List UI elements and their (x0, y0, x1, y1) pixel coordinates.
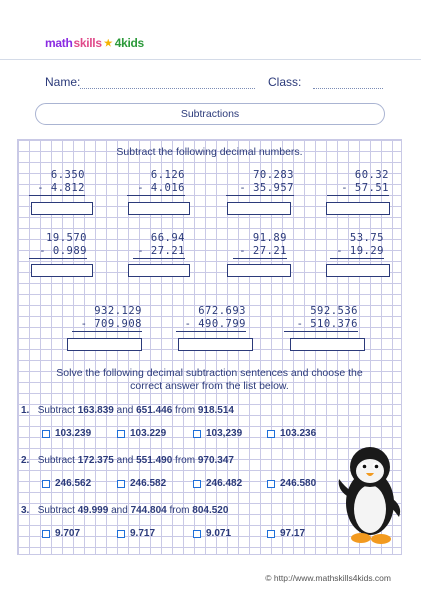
problem-bottom: - 4.016 (127, 182, 185, 196)
value-c: 970.347 (197, 455, 234, 466)
logo-text-math: math (45, 36, 73, 50)
question-number: 1. (21, 405, 30, 416)
question-3 (21, 505, 228, 516)
answer-box-5[interactable] (31, 264, 93, 277)
q3-option-3[interactable] (193, 528, 231, 539)
problem-11 (284, 305, 358, 332)
answer-box-1[interactable] (31, 202, 93, 215)
title-text: Subtractions (180, 108, 240, 120)
problem-top: 60.32 (354, 169, 389, 181)
question-text: Subtract (37, 405, 78, 416)
star-icon (104, 39, 113, 48)
problem-bottom: - 709.908 (72, 318, 142, 332)
option-label: 246.580 (280, 478, 317, 489)
problem-3 (226, 169, 294, 196)
section2-instruction-line1: Solve the following decimal subtraction sentences and choose the (56, 367, 363, 379)
value-b: 744.804 (130, 505, 167, 516)
problem-top: 672.693 (198, 305, 246, 317)
problem-bottom: - 57.51 (327, 182, 389, 196)
answer-box-7[interactable] (227, 264, 291, 277)
problem-4 (327, 169, 389, 196)
problem-5 (29, 232, 87, 259)
problem-bottom: - 19.29 (330, 245, 384, 259)
problem-top: 932.129 (94, 305, 142, 317)
question-1 (21, 405, 234, 416)
question-text: and (108, 505, 131, 516)
checkbox-icon[interactable] (42, 530, 50, 538)
problem-10 (176, 305, 246, 332)
option-label: 9.071 (206, 528, 232, 539)
answer-box-9[interactable] (67, 338, 142, 351)
answer-box-4[interactable] (326, 202, 390, 215)
option-label: 9.707 (55, 528, 81, 539)
answer-box-11[interactable] (290, 338, 365, 351)
checkbox-icon[interactable] (117, 480, 125, 488)
problem-1 (29, 169, 85, 196)
option-label: 103,239 (206, 428, 243, 439)
problem-top: 592.536 (310, 305, 358, 317)
value-c: 804.520 (192, 505, 229, 516)
checkbox-icon[interactable] (193, 530, 201, 538)
checkbox-icon[interactable] (117, 430, 125, 438)
problem-8 (330, 232, 384, 259)
option-label: 9.717 (130, 528, 156, 539)
problem-9 (72, 305, 142, 332)
problem-bottom: - 27.21 (133, 245, 185, 259)
option-label: 103.229 (130, 428, 167, 439)
q3-option-4[interactable] (267, 528, 305, 539)
answer-box-8[interactable] (326, 264, 390, 277)
option-label: 103.236 (280, 428, 317, 439)
checkbox-icon[interactable] (267, 480, 275, 488)
class-label: Class: (268, 75, 302, 89)
checkbox-icon[interactable] (267, 430, 275, 438)
option-label: 246.582 (130, 478, 167, 489)
footer-url: © http://www.mathskills4kids.com (265, 573, 391, 583)
checkbox-icon[interactable] (193, 480, 201, 488)
checkbox-icon[interactable] (42, 480, 50, 488)
answer-box-6[interactable] (128, 264, 190, 277)
question-2 (21, 455, 234, 466)
q3-option-2[interactable] (117, 528, 155, 539)
q1-option-4[interactable] (267, 428, 316, 439)
question-number: 3. (21, 505, 30, 516)
question-text: from (172, 405, 198, 416)
q1-option-3[interactable] (193, 428, 242, 439)
option-label: 103.239 (55, 428, 92, 439)
problem-top: 53.75 (349, 232, 384, 244)
logo-text-4kids: 4kids (114, 36, 144, 50)
option-label: 97.17 (280, 528, 306, 539)
answer-box-2[interactable] (128, 202, 190, 215)
option-label: 246.482 (206, 478, 243, 489)
value-c: 918.514 (197, 405, 234, 416)
problem-top: 91.89 (252, 232, 287, 244)
value-b: 551.490 (136, 455, 173, 466)
name-label: Name: (45, 75, 81, 89)
value-a: 163.839 (77, 405, 114, 416)
section2-instruction-line2: correct answer from the list below. (130, 380, 289, 392)
problem-2 (127, 169, 185, 196)
worksheet-title (35, 103, 385, 125)
q2-option-2[interactable] (117, 478, 166, 489)
problem-6 (133, 232, 185, 259)
question-text: from (172, 455, 198, 466)
problem-top: 6.126 (150, 169, 185, 181)
question-text: Subtract (37, 455, 78, 466)
value-a: 49.999 (77, 505, 109, 516)
problem-bottom: - 0.989 (29, 245, 87, 259)
penguin-illustration (335, 441, 405, 549)
problem-top: 66.94 (150, 232, 185, 244)
q2-option-3[interactable] (193, 478, 242, 489)
problem-bottom: - 4.812 (29, 182, 85, 196)
checkbox-icon[interactable] (42, 430, 50, 438)
problem-top: 19.570 (46, 232, 87, 244)
q2-option-4[interactable] (267, 478, 316, 489)
q1-option-2[interactable] (117, 428, 166, 439)
section1-instruction: Subtract the following decimal numbers. (116, 146, 303, 158)
problem-bottom: - 510.376 (284, 318, 358, 332)
q2-option-1[interactable] (42, 478, 91, 489)
checkbox-icon[interactable] (193, 430, 201, 438)
question-text: from (166, 505, 193, 516)
problem-top: 70.283 (253, 169, 294, 181)
class-field[interactable] (313, 87, 383, 89)
answer-box-3[interactable] (227, 202, 291, 215)
logo-text-skills: skills (73, 36, 102, 50)
problem-bottom: - 490.799 (176, 318, 246, 332)
q1-option-1[interactable] (42, 428, 91, 439)
header-divider (0, 59, 421, 60)
checkbox-icon[interactable] (117, 530, 125, 538)
problem-7 (233, 232, 287, 259)
question-text: and (113, 405, 137, 416)
question-text: Subtract (37, 505, 78, 516)
question-number: 2. (21, 455, 30, 466)
value-b: 651.446 (136, 405, 173, 416)
q3-option-1[interactable] (42, 528, 80, 539)
problem-top: 6.350 (50, 169, 85, 181)
option-label: 246.562 (55, 478, 92, 489)
problem-bottom: - 35.957 (226, 182, 294, 196)
answer-box-10[interactable] (178, 338, 253, 351)
logo (45, 36, 144, 50)
name-field[interactable] (80, 87, 255, 89)
question-text: and (113, 455, 137, 466)
problem-bottom: - 27.21 (233, 245, 287, 259)
checkbox-icon[interactable] (267, 530, 275, 538)
value-a: 172.375 (77, 455, 114, 466)
